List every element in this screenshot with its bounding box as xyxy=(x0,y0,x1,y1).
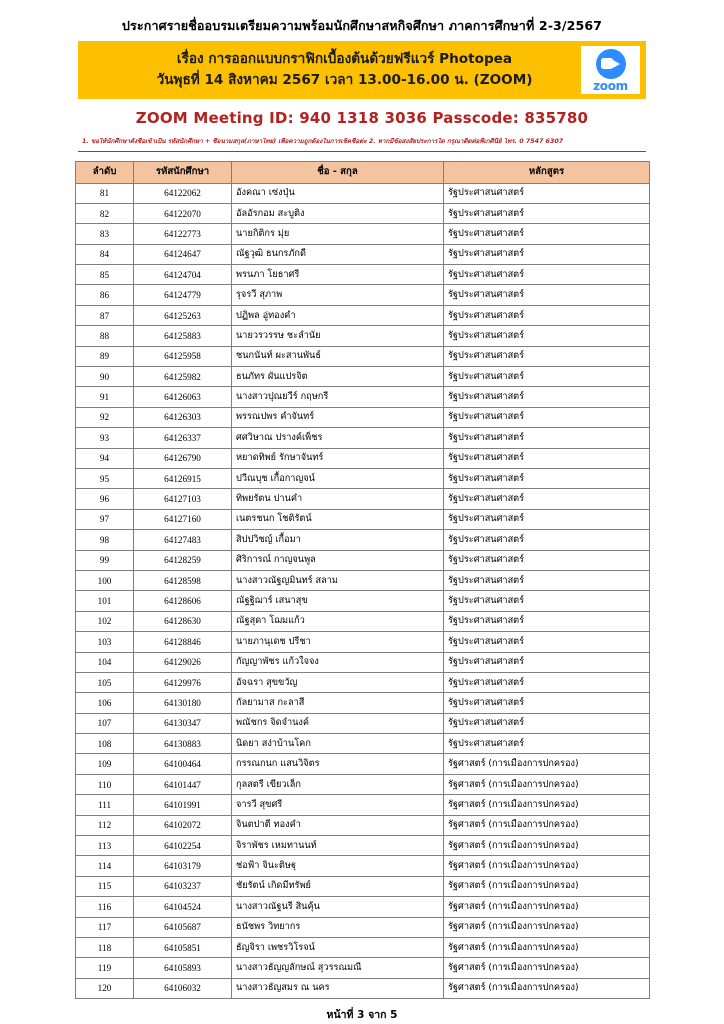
table-row xyxy=(76,469,650,489)
cell-name: ธัญจิรา เพชรวิโรจน์ xyxy=(232,937,444,957)
cell-student-id: 64129976 xyxy=(134,672,232,692)
cell-no: 104 xyxy=(76,652,134,672)
cell-no: 97 xyxy=(76,509,134,529)
roster-table-wrapper xyxy=(75,161,649,1000)
cell-no: 117 xyxy=(76,917,134,937)
cell-no: 105 xyxy=(76,672,134,692)
cell-name: พรรณปพร คำจันทร์ xyxy=(232,407,444,427)
cell-program: รัฐศาสตร์ (การเมืองการปกครอง) xyxy=(444,795,650,815)
cell-name: นายวรวรรษ ชะลำนัย xyxy=(232,326,444,346)
cell-no: 108 xyxy=(76,734,134,754)
cell-student-id: 64125883 xyxy=(134,326,232,346)
cell-no: 91 xyxy=(76,387,134,407)
cell-student-id: 64127160 xyxy=(134,509,232,529)
cell-name: นายกิติกร มุ่ย xyxy=(232,224,444,244)
table-row xyxy=(76,203,650,223)
table-row xyxy=(76,305,650,325)
cell-student-id: 64130180 xyxy=(134,693,232,713)
cell-name: ชัยรัตน์ เกิดมีทรัพย์ xyxy=(232,876,444,896)
table-row xyxy=(76,713,650,733)
cell-student-id: 64122070 xyxy=(134,203,232,223)
cell-student-id: 64103237 xyxy=(134,876,232,896)
cell-student-id: 64125958 xyxy=(134,346,232,366)
cell-program: รัฐประศาสนศาสตร์ xyxy=(444,570,650,590)
cell-no: 112 xyxy=(76,815,134,835)
cell-program: รัฐประศาสนศาสตร์ xyxy=(444,326,650,346)
cell-program: รัฐศาสตร์ (การเมืองการปกครอง) xyxy=(444,917,650,937)
cell-student-id: 64126337 xyxy=(134,428,232,448)
cell-name: พรนภา โยธาศรี xyxy=(232,265,444,285)
table-row xyxy=(76,530,650,550)
cell-program: รัฐประศาสนศาสตร์ xyxy=(444,305,650,325)
cell-student-id: 64105687 xyxy=(134,917,232,937)
cell-no: 100 xyxy=(76,570,134,590)
table-row xyxy=(76,285,650,305)
table-row xyxy=(76,326,650,346)
cell-no: 103 xyxy=(76,632,134,652)
cell-program: รัฐศาสตร์ (การเมืองการปกครอง) xyxy=(444,836,650,856)
cell-student-id: 64128606 xyxy=(134,591,232,611)
cell-student-id: 64126790 xyxy=(134,448,232,468)
table-row xyxy=(76,224,650,244)
table-header-row xyxy=(76,161,650,183)
cell-name: จินตปาตี ทองคำ xyxy=(232,815,444,835)
cell-name: นางสาวธัญสมร ณ นคร xyxy=(232,978,444,998)
cell-no: 93 xyxy=(76,428,134,448)
cell-student-id: 64124647 xyxy=(134,244,232,264)
cell-student-id: 64127483 xyxy=(134,530,232,550)
cell-program: รัฐศาสตร์ (การเมืองการปกครอง) xyxy=(444,876,650,896)
cell-student-id: 64102254 xyxy=(134,836,232,856)
cell-name: จิราพัชร เหมทานนท์ xyxy=(232,836,444,856)
cell-program: รัฐประศาสนศาสตร์ xyxy=(444,265,650,285)
table-row xyxy=(76,652,650,672)
cell-no: 84 xyxy=(76,244,134,264)
cell-name: ศศวิษาณ ปรางค์เพ็ชร xyxy=(232,428,444,448)
cell-no: 118 xyxy=(76,937,134,957)
table-row xyxy=(76,570,650,590)
cell-program: รัฐประศาสนศาสตร์ xyxy=(444,448,650,468)
cell-no: 102 xyxy=(76,611,134,631)
cell-student-id: 64130883 xyxy=(134,734,232,754)
cell-no: 120 xyxy=(76,978,134,998)
table-row xyxy=(76,978,650,998)
table-row xyxy=(76,591,650,611)
cell-program: รัฐประศาสนศาสตร์ xyxy=(444,224,650,244)
zoom-logo-label: zoom xyxy=(593,78,628,93)
roster-table-head xyxy=(76,161,650,183)
cell-no: 101 xyxy=(76,591,134,611)
cell-student-id: 64128598 xyxy=(134,570,232,590)
roster-table xyxy=(75,161,650,1000)
cell-student-id: 64105893 xyxy=(134,958,232,978)
cell-name: ธนภัทร ผันแปรจิต xyxy=(232,367,444,387)
cell-program: รัฐประศาสนศาสตร์ xyxy=(444,469,650,489)
table-row xyxy=(76,632,650,652)
cell-no: 114 xyxy=(76,856,134,876)
cell-name: ณัฐฐิฌาร์ เสนาสุข xyxy=(232,591,444,611)
cell-no: 116 xyxy=(76,897,134,917)
table-row xyxy=(76,937,650,957)
cell-student-id: 64106032 xyxy=(134,978,232,998)
cell-name: ณัฐวุฒิ ธนกรภักดี xyxy=(232,244,444,264)
column-header-name: ชื่อ - สกุล xyxy=(232,161,444,183)
table-row xyxy=(76,448,650,468)
announcement-banner-text xyxy=(78,41,581,99)
cell-student-id: 64125263 xyxy=(134,305,232,325)
banner-subject-line: เรื่อง การออกแบบกราฟิกเบื้องต้นด้วยฟรีแวร์ Photopea xyxy=(176,51,513,68)
cell-name: อัลอัรกอม สะบูติง xyxy=(232,203,444,223)
document-title: ประกาศรายชื่ออบรมเตรียมความพร้อมนักศึกษาสหกิจศึกษา ภาคการศึกษาที่ 2-3/2567 xyxy=(121,18,603,33)
cell-student-id: 64126915 xyxy=(134,469,232,489)
cell-program: รัฐประศาสนศาสตร์ xyxy=(444,713,650,733)
table-row xyxy=(76,611,650,631)
cell-student-id: 64128630 xyxy=(134,611,232,631)
cell-no: 85 xyxy=(76,265,134,285)
cell-program: รัฐประศาสนศาสตร์ xyxy=(444,428,650,448)
cell-student-id: 64128259 xyxy=(134,550,232,570)
cell-name: กัลยามาส กะลาสี xyxy=(232,693,444,713)
cell-no: 98 xyxy=(76,530,134,550)
cell-program: รัฐประศาสนศาสตร์ xyxy=(444,530,650,550)
cell-name: ณัฐสุดา โฌมแก้ว xyxy=(232,611,444,631)
cell-name: นายภานุเดช ปรีชา xyxy=(232,632,444,652)
table-row xyxy=(76,428,650,448)
cell-student-id: 64101447 xyxy=(134,774,232,794)
cell-no: 95 xyxy=(76,469,134,489)
cell-name: นางสาวธัญญลักษณ์ สุวรรณมณี xyxy=(232,958,444,978)
column-header-program: หลักสูตร xyxy=(444,161,650,183)
table-row xyxy=(76,407,650,427)
cell-name: นางสาวณัฐญมินทร์ สลาม xyxy=(232,570,444,590)
cell-student-id: 64126063 xyxy=(134,387,232,407)
cell-no: 115 xyxy=(76,876,134,896)
table-row xyxy=(76,815,650,835)
cell-student-id: 64104524 xyxy=(134,897,232,917)
cell-name: รุจรวี สุภาพ xyxy=(232,285,444,305)
cell-student-id: 64103179 xyxy=(134,856,232,876)
cell-program: รัฐประศาสนศาสตร์ xyxy=(444,693,650,713)
cell-student-id: 64128846 xyxy=(134,632,232,652)
table-row xyxy=(76,489,650,509)
cell-program: รัฐประศาสนศาสตร์ xyxy=(444,346,650,366)
cell-no: 83 xyxy=(76,224,134,244)
cell-no: 81 xyxy=(76,183,134,203)
cell-name: ทิพยรัตน ปานคำ xyxy=(232,489,444,509)
cell-name: กรรณกนก แสนวิจิตร xyxy=(232,754,444,774)
cell-name: นางสาวณัฐนรี สินคุ้น xyxy=(232,897,444,917)
cell-program: รัฐประศาสนศาสตร์ xyxy=(444,591,650,611)
announcement-banner xyxy=(78,41,646,99)
cell-no: 96 xyxy=(76,489,134,509)
cell-name: อัจฉรา สุขขวัญ xyxy=(232,672,444,692)
cell-program: รัฐศาสตร์ (การเมืองการปกครอง) xyxy=(444,897,650,917)
cell-program: รัฐประศาสนศาสตร์ xyxy=(444,183,650,203)
cell-no: 94 xyxy=(76,448,134,468)
column-header-student-id: รหัสนักศึกษา xyxy=(134,161,232,183)
cell-no: 90 xyxy=(76,367,134,387)
cell-program: รัฐศาสตร์ (การเมืองการปกครอง) xyxy=(444,815,650,835)
cell-name: ธนัชพร วิทยากร xyxy=(232,917,444,937)
table-row xyxy=(76,693,650,713)
table-row xyxy=(76,876,650,896)
cell-program: รัฐประศาสนศาสตร์ xyxy=(444,407,650,427)
cell-program: รัฐศาสตร์ (การเมืองการปกครอง) xyxy=(444,978,650,998)
cell-name: ปฏิพล อู่ทองคำ xyxy=(232,305,444,325)
cell-name: พณัชกร จิดจำนงค์ xyxy=(232,713,444,733)
zoom-logo xyxy=(581,46,640,94)
cell-name: ชนกนันท์ ผะสานพันธ์ xyxy=(232,346,444,366)
table-row xyxy=(76,346,650,366)
cell-name: นิดยา สง่าบ้านโคก xyxy=(232,734,444,754)
zoom-camera-icon xyxy=(596,49,626,79)
cell-no: 106 xyxy=(76,693,134,713)
cell-student-id: 64122062 xyxy=(134,183,232,203)
cell-student-id: 64125982 xyxy=(134,367,232,387)
cell-name: กุลสตรี เขียวเล็ก xyxy=(232,774,444,794)
cell-no: 86 xyxy=(76,285,134,305)
cell-program: รัฐประศาสนศาสตร์ xyxy=(444,611,650,631)
table-row xyxy=(76,917,650,937)
cell-no: 119 xyxy=(76,958,134,978)
cell-student-id: 64100464 xyxy=(134,754,232,774)
cell-no: 82 xyxy=(76,203,134,223)
table-row xyxy=(76,672,650,692)
cell-program: รัฐประศาสนศาสตร์ xyxy=(444,489,650,509)
table-row xyxy=(76,958,650,978)
cell-program: รัฐศาสตร์ (การเมืองการปกครอง) xyxy=(444,958,650,978)
cell-program: รัฐประศาสนศาสตร์ xyxy=(444,244,650,264)
cell-student-id: 64124779 xyxy=(134,285,232,305)
cell-program: รัฐประศาสนศาสตร์ xyxy=(444,509,650,529)
roster-table-body xyxy=(76,183,650,999)
cell-program: รัฐศาสตร์ (การเมืองการปกครอง) xyxy=(444,754,650,774)
table-row xyxy=(76,387,650,407)
announcement-banner-wrapper xyxy=(78,41,646,99)
table-row xyxy=(76,509,650,529)
cell-name: อังคณา เซ่งปุ่น xyxy=(232,183,444,203)
table-row xyxy=(76,836,650,856)
cell-name: ช่อฟ้า จินะติษฐุ xyxy=(232,856,444,876)
cell-program: รัฐประศาสนศาสตร์ xyxy=(444,203,650,223)
table-row xyxy=(76,734,650,754)
cell-program: รัฐศาสตร์ (การเมืองการปกครอง) xyxy=(444,937,650,957)
cell-no: 92 xyxy=(76,407,134,427)
cell-student-id: 64129026 xyxy=(134,652,232,672)
cell-student-id: 64126303 xyxy=(134,407,232,427)
cell-program: รัฐประศาสนศาสตร์ xyxy=(444,285,650,305)
zoom-meeting-id: ZOOM Meeting ID: 940 1318 3036 Passcode: 835780 xyxy=(135,109,589,128)
cell-program: รัฐประศาสนศาสตร์ xyxy=(444,734,650,754)
cell-student-id: 64130347 xyxy=(134,713,232,733)
column-header-no: ลำดับ xyxy=(76,161,134,183)
cell-name: จารวี สุขศรี xyxy=(232,795,444,815)
cell-program: รัฐประศาสนศาสตร์ xyxy=(444,367,650,387)
page-footer: หน้าที่ 3 จาก 5 xyxy=(326,1009,398,1022)
cell-name: กัญญาพัชร แก้วใจจง xyxy=(232,652,444,672)
table-row xyxy=(76,774,650,794)
table-row xyxy=(76,265,650,285)
table-row xyxy=(76,795,650,815)
cell-no: 111 xyxy=(76,795,134,815)
table-row xyxy=(76,367,650,387)
cell-program: รัฐประศาสนศาสตร์ xyxy=(444,652,650,672)
table-row xyxy=(76,183,650,203)
cell-program: รัฐประศาสนศาสตร์ xyxy=(444,550,650,570)
table-row xyxy=(76,856,650,876)
cell-no: 113 xyxy=(76,836,134,856)
cell-name: นางสาวปุณยวีร์ กฤษกรี xyxy=(232,387,444,407)
cell-name: หยาดทิพย์ รักษาจันทร์ xyxy=(232,448,444,468)
banner-datetime-line: วันพุธที่ 14 สิงหาคม 2567 เวลา 13.00-16.00 น. (ZOOM) xyxy=(156,72,533,89)
cell-name: เนตรชนก โชติรัตน์ xyxy=(232,509,444,529)
cell-student-id: 64101991 xyxy=(134,795,232,815)
cell-name: ศิริการณ์ กาญจนพูล xyxy=(232,550,444,570)
cell-student-id: 64102072 xyxy=(134,815,232,835)
cell-program: รัฐศาสตร์ (การเมืองการปกครอง) xyxy=(444,774,650,794)
table-row xyxy=(76,550,650,570)
cell-student-id: 64105851 xyxy=(134,937,232,957)
cell-no: 109 xyxy=(76,754,134,774)
cell-no: 99 xyxy=(76,550,134,570)
cell-program: รัฐประศาสนศาสตร์ xyxy=(444,632,650,652)
cell-no: 110 xyxy=(76,774,134,794)
cell-name: ปวีณบุช เกื้อกาญจน์ xyxy=(232,469,444,489)
cell-student-id: 64127103 xyxy=(134,489,232,509)
cell-no: 107 xyxy=(76,713,134,733)
table-row xyxy=(76,897,650,917)
instruction-note: 1. ขอให้นักศึกษาตั้งชื่อเข้าเป็น รหัสนักศึกษา + ชื่อนามสกุล(ภาษาไทย) เพื่อความถูกต้องในการเช็คชื่อต่ะ 2. หากมีข้อสงสัยประการใด กรุณาติดต่อพี่เกศินีย์ โทร. 0 7547 6307 xyxy=(78,138,646,151)
table-row xyxy=(76,244,650,264)
cell-program: รัฐประศาสนศาสตร์ xyxy=(444,672,650,692)
cell-no: 88 xyxy=(76,326,134,346)
table-row xyxy=(76,754,650,774)
cell-program: รัฐศาสตร์ (การเมืองการปกครอง) xyxy=(444,856,650,876)
cell-no: 87 xyxy=(76,305,134,325)
cell-student-id: 64122773 xyxy=(134,224,232,244)
cell-program: รัฐประศาสนศาสตร์ xyxy=(444,387,650,407)
cell-student-id: 64124704 xyxy=(134,265,232,285)
cell-no: 89 xyxy=(76,346,134,366)
cell-name: สิปปวิชญ์ เกื้อมา xyxy=(232,530,444,550)
